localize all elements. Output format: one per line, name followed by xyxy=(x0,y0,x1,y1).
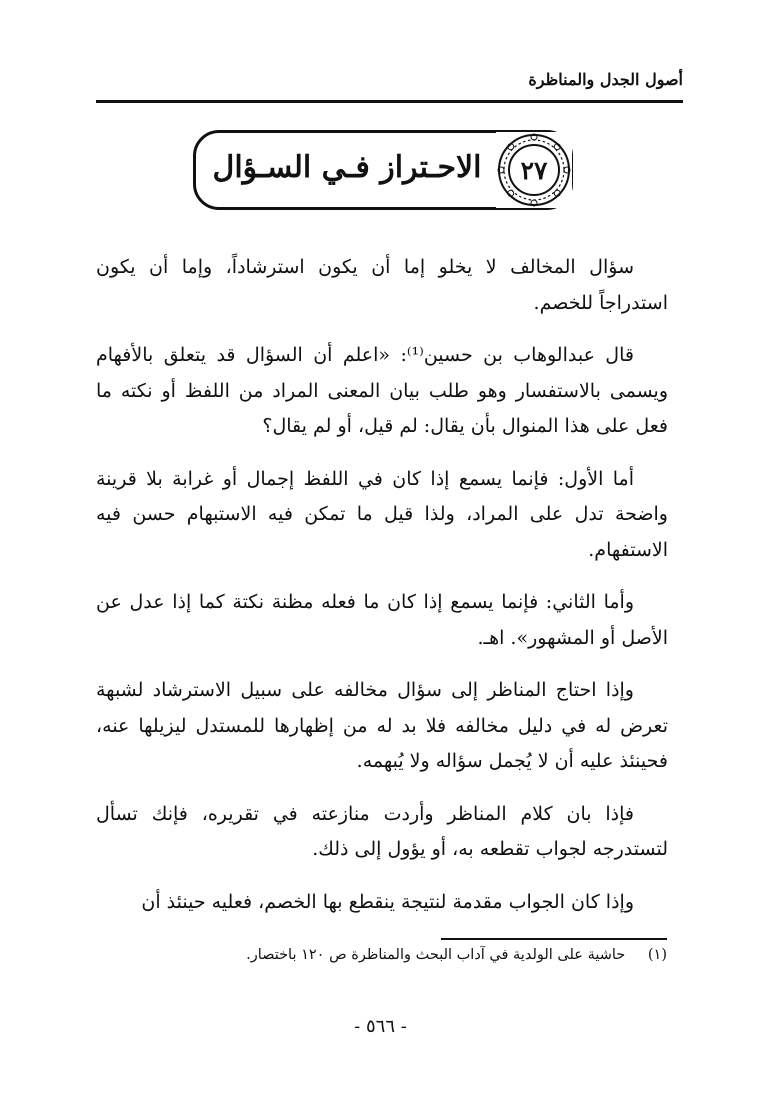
chapter-number-badge xyxy=(496,132,572,208)
paragraph: فإذا بان كلام المناظر وأردت منازعته في تقريره، فإنك تسأل لتستدرجه لجواب تقطعه به، أو يؤول إلى ذلك. xyxy=(96,802,668,860)
running-header: أصول الجدل والمناظرة xyxy=(528,70,683,89)
paragraph: وإذا كان الجواب مقدمة لنتيجة ينقطع بها الخصم، فعليه حينئذ أن xyxy=(141,890,634,913)
chapter-title: الاحـتراز فـي السـؤال xyxy=(212,150,482,185)
footnote-text: حاشية على الولدية في آداب البحث والمناظرة ص ١٢٠ باختصار. xyxy=(246,947,626,963)
footnote xyxy=(96,945,667,965)
footnote-number: (١) xyxy=(647,947,667,963)
paragraph: وأما الثاني: فإنما يسمع إذا كان ما فعله مظنة نكتة كما إذا عدل عن الأصل أو المشهور». اهـ. xyxy=(96,591,668,649)
paragraph: قال عبدالوهاب بن حسين⁽¹⁾: «اعلم أن السؤال قد يتعلق بالأفهام ويسمى بالاستفسار وهو طلب بيان المعنى المراد من اللفظ أو نكته ما فعل على هذا المنوال بأن يقال: لم قيل، أو لم يقال؟ xyxy=(96,344,668,437)
body-text xyxy=(96,250,668,937)
page-number: - ٥٦٦ - xyxy=(354,1016,407,1037)
paragraph: سؤال المخالف لا يخلو إما أن يكون استرشاداً، وإما أن يكون استدراجاً للخصم. xyxy=(96,256,668,314)
chapter-number: ٢٧ xyxy=(520,155,548,185)
paragraph: وإذا احتاج المناظر إلى سؤال مخالفه على سبيل الاسترشاد لشبهة تعرض له في دليل مخالفه فلا بد له من إظهارها للمستدل ليزيلها عنه، فحينئذ عليه أن لا يُجمل سؤاله ولا يُبهمه. xyxy=(96,679,668,772)
footnote-rule xyxy=(441,938,667,940)
paragraph: أما الأول: فإنما يسمع إذا كان في اللفظ إجمال أو غرابة بلا قرينة واضحة تدل على المراد، ولذا قيل ما تمكن فيه الاستبهام حسن فيه الاستفهام. xyxy=(96,467,668,561)
header-rule xyxy=(96,100,683,103)
